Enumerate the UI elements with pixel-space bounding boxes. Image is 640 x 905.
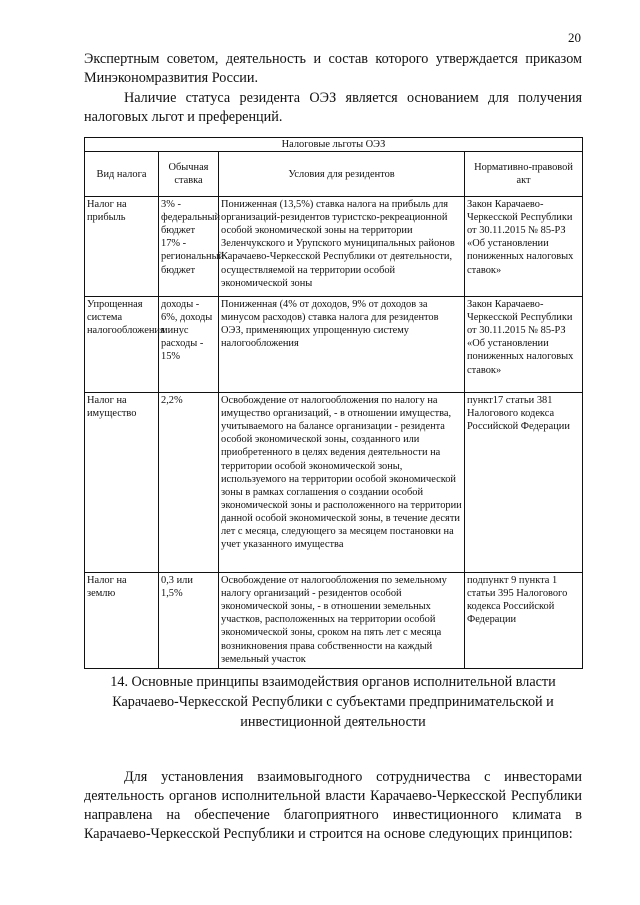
cell-rate: 0,3 или 1,5% [159, 573, 219, 669]
cell-rate: 3% - федеральный бюджет 17% - региональный бюджет [159, 197, 219, 297]
section-body-paragraph: Для установления взаимовыгодного сотрудничества с инвесторами деятельность органов исполнительной власти Карачаево-Черкесской Республики направлена на обеспечение благоприятного инвестиционного климата в Карачаево-Черкесской Республики и строится на основе следующих принципов: [84, 769, 582, 842]
table-row [85, 573, 583, 669]
column-header-tax: Вид налога [85, 152, 159, 197]
tax-benefits-table [84, 137, 583, 669]
cell-act: Закон Карачаево-Черкесской Республики от 30.11.2015 № 85-РЗ «Об установлении пониженных налоговых ставок» [465, 297, 583, 393]
cell-rate: 2,2% [159, 393, 219, 573]
cell-conditions: Пониженная (4% от доходов, 9% от доходов за минусом расходов) ставка налога для резидентов ОЭЗ, применяющих упрощенную систему налогообложения [219, 297, 465, 393]
cell-act: пункт17 статьи 381 Налогового кодекса Российской Федерации [465, 393, 583, 573]
cell-act: Закон Карачаево-Черкесской Республики от 30.11.2015 № 85-РЗ «Об установлении пониженных налоговых ставок» [465, 197, 583, 297]
cell-conditions: Освобождение от налогообложения по земельному налогу организаций - резидентов особой экономической зоны, - в отношении земельных участков, расположенных на территории особой экономической зоны, сроком на пять лет с месяца возникновения права собственности на каждый земельный участок [219, 573, 465, 669]
column-header-act: Нормативно-правовой акт [465, 152, 583, 197]
intro-paragraph-2: Наличие статуса резидента ОЭЗ является основанием для получения налоговых льгот и преференций. [84, 90, 582, 125]
column-header-conditions: Условия для резидентов [219, 152, 465, 197]
table-title: Налоговые льготы ОЭЗ [85, 138, 583, 152]
cell-conditions: Освобождение от налогообложения по налогу на имущество организаций, - в отношении имущества, учитываемого на балансе организации - резидента особой экономической зоны, созданного или приобретенного в целях ведения деятельности на территории особой экономической зоны, используемого на территории особой экономической зоны в рамках соглашения о создании особой экономической зоны и расположенного на территории данной особой экономической зоны, в течение десяти лет с месяца, следующего за месяцем постановки на учет указанного имущества [219, 393, 465, 573]
column-header-rate: Обычная ставка [159, 152, 219, 197]
cell-tax: Налог на имущество [85, 393, 159, 573]
section-heading: 14. Основные принципы взаимодействия органов исполнительной власти Карачаево-Черкесской Республики с субъектами предпринимательской и инвестиционной деятельности [110, 674, 556, 730]
cell-rate: доходы - 6%, доходы минус расходы - 15% [159, 297, 219, 393]
page-number: 20 [568, 30, 581, 45]
cell-act: подпункт 9 пункта 1 статьи 395 Налогового кодекса Российской Федерации [465, 573, 583, 669]
table-row [85, 197, 583, 297]
table-row [85, 297, 583, 393]
cell-tax: Налог на землю [85, 573, 159, 669]
cell-conditions: Пониженная (13,5%) ставка налога на прибыль для организаций-резидентов туристско-рекреационной особой экономической зоны на территории Зеленчукского и Урупского муниципальных районов Карачаево-Черкесской Республики от деятельности, осуществляемой на территории особой экономической зоны [219, 197, 465, 297]
cell-tax: Упрощенная система налогообложения [85, 297, 159, 393]
table-row [85, 393, 583, 573]
intro-paragraph-1: Экспертным советом, деятельность и состав которого утверждается приказом Минэкономразвития России. [84, 51, 582, 86]
cell-tax: Налог на прибыль [85, 197, 159, 297]
